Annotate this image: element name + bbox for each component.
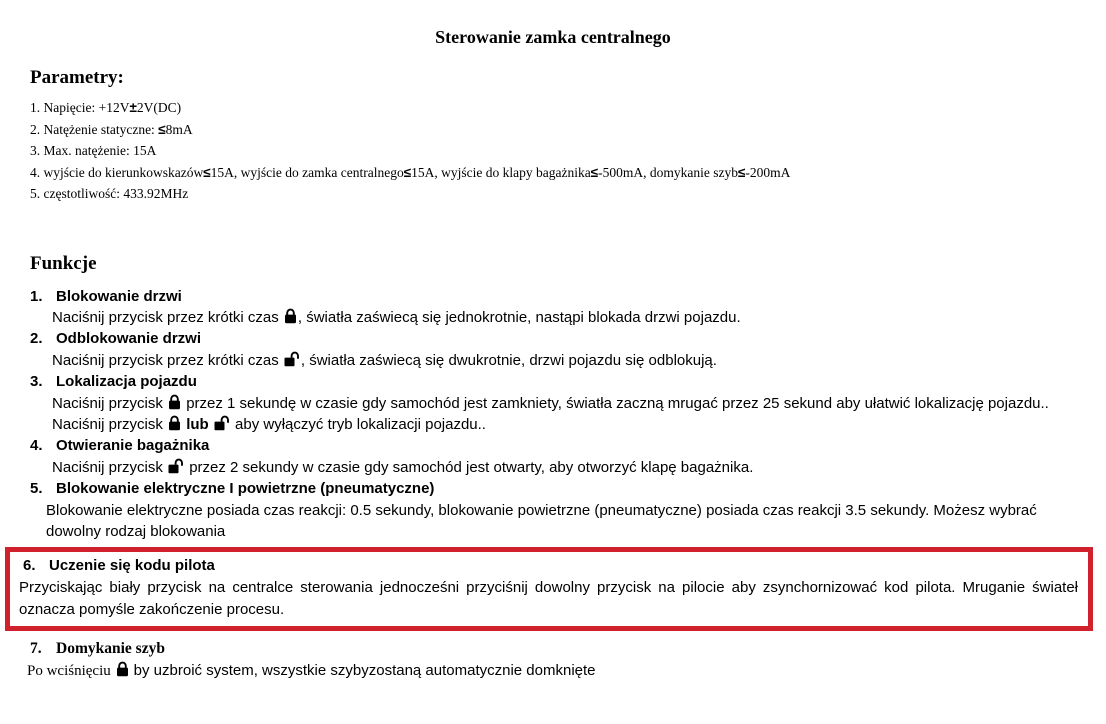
text-segment: 2. Natężenie statyczne: — [30, 121, 159, 137]
lock-closed-icon — [116, 661, 129, 677]
function-item-head — [23, 555, 1078, 577]
function-item-body — [27, 660, 1092, 682]
parameter-item — [30, 162, 1092, 184]
text-segment: Naciśnij przycisk — [52, 458, 168, 476]
text-segment: Naciśnij przycisk przez krótki czas — [52, 351, 283, 369]
lock-closed-icon — [168, 394, 181, 410]
highlight-box — [5, 547, 1093, 631]
text-segment: 2V(DC) — [136, 100, 182, 115]
text-segment: Naciśnij przycisk przez krótki czas — [52, 308, 283, 326]
functions-list — [30, 286, 1092, 543]
text-segment: ± — [129, 100, 137, 115]
text-segment: przez 1 sekundę w czasie gdy samochód jest zamkniety, światła zaczną mrugać przez 25 sekund aby ułatwić lokalizację pojazdu.. Naciśnij przycisk — [52, 394, 1049, 433]
text-segment: 15A, wyjście do klapy bagażnika — [411, 164, 591, 180]
parameter-item — [30, 140, 1092, 162]
parameters-heading: Parametry: — [30, 67, 124, 88]
function-item-body — [52, 393, 1092, 436]
text-segment: , światła zaświecą się jednokrotnie, nastąpi blokada drzwi pojazdu. — [297, 308, 741, 326]
text-segment: aby wyłączyć tryb lokalizacji pojazdu.. — [230, 415, 486, 433]
function-item-head — [30, 435, 1092, 456]
text-segment: Naciśnij przycisk — [52, 394, 168, 412]
function-item-title: Domykanie szyb — [56, 640, 165, 658]
text-segment: 1. Napięcie: +12V — [30, 100, 130, 115]
function-item-number: 6. — [23, 557, 36, 575]
text-segment: ≤ — [403, 164, 412, 180]
function-item-number: 1. — [30, 287, 43, 305]
function-item-title: Blokowanie elektryczne I powietrzne (pneumatyczne) — [56, 480, 435, 498]
text-segment: 8mA — [165, 121, 193, 137]
function-item-title: Blokowanie drzwi — [56, 287, 182, 305]
function-item-head — [30, 286, 1092, 307]
text-segment: 4. wyjście do kierunkowskazów — [30, 164, 204, 180]
text-segment: ≤ — [158, 121, 166, 137]
function-item-number: 3. — [30, 373, 43, 391]
parameter-item — [30, 183, 1092, 205]
text-segment: ≤ — [737, 164, 746, 180]
text-segment: lub — [186, 415, 209, 433]
function-item-body — [46, 500, 1092, 543]
function-item-number: 7. — [30, 640, 42, 658]
lock-open-icon — [214, 415, 230, 431]
text-segment: -500mA, domykanie szyb — [598, 164, 738, 180]
text-segment — [209, 416, 213, 433]
function-item-title: Uczenie się kodu pilota — [49, 557, 215, 575]
lock-closed-icon — [284, 308, 297, 324]
text-segment: ≤ — [590, 164, 599, 180]
page-title: Sterowanie zamka centralnego — [435, 27, 671, 47]
function-item-body — [52, 350, 1092, 371]
function-item-head — [30, 638, 1092, 660]
text-segment: Przyciskając biały przycisk na centralce sterowania jednocześni przyciśnij dowolny przycisk na pilocie aby zsynchornizować kod pilota. Mruganie świateł oznacza pomyśle zakończenie procesu. — [19, 579, 1078, 619]
lock-open-icon — [168, 458, 184, 474]
function-item-number: 4. — [30, 437, 43, 455]
text-segment: Po wciśnięciu — [27, 663, 115, 680]
function-item-title: Otwieranie bagażnika — [56, 437, 210, 455]
function-item-head — [30, 328, 1092, 349]
function-item-7 — [27, 638, 1092, 682]
parameter-item — [30, 119, 1092, 141]
function-item-1 — [30, 286, 1092, 329]
text-segment: -200mA — [745, 164, 791, 180]
function-item-4 — [30, 435, 1092, 478]
lock-open-icon — [284, 351, 300, 367]
text-segment: 5. częstotliwość: 433.92MHz — [30, 186, 189, 201]
text-segment: by uzbroić system, wszystkie szybyzostaną automatycznie domknięte — [129, 662, 596, 680]
function-item-head — [30, 371, 1092, 392]
text-segment: Blokowanie elektryczne posiada czas reakcji: 0.5 sekundy, blokowanie powietrzne (pneumatyczne) posiada czas reakcji 3.5 sekundy. Możesz wybrać dowolny rodzaj blokowania — [46, 501, 1037, 540]
function-item-number: 5. — [30, 480, 43, 498]
functions-heading: Funkcje — [30, 252, 97, 274]
parameter-item — [30, 97, 1092, 119]
text-segment: ≤ — [203, 164, 211, 180]
function-item-2 — [30, 328, 1092, 371]
function-item-body — [52, 307, 1092, 328]
lock-closed-icon — [168, 415, 181, 431]
text-segment: 3. Max. natężenie: 15A — [30, 143, 157, 158]
function-item-head — [30, 478, 1092, 499]
function-item-body — [52, 457, 1092, 478]
text-segment: , światła zaświecą się dwukrotnie, drzwi pojazdu się odblokują. — [300, 351, 717, 369]
function-item-title: Odblokowanie drzwi — [56, 330, 202, 348]
function-item-body — [19, 577, 1078, 621]
parameters-list — [30, 97, 1092, 205]
text-segment: 15A, wyjście do zamka centralnego — [210, 164, 404, 180]
function-item-title: Lokalizacja pojazdu — [56, 373, 197, 391]
function-item-5 — [30, 478, 1092, 542]
function-item-number: 2. — [30, 330, 43, 348]
function-item-3 — [30, 371, 1092, 435]
text-segment: przez 2 sekundy w czasie gdy samochód jest otwarty, aby otworzyć klapę bagażnika. — [185, 458, 754, 476]
